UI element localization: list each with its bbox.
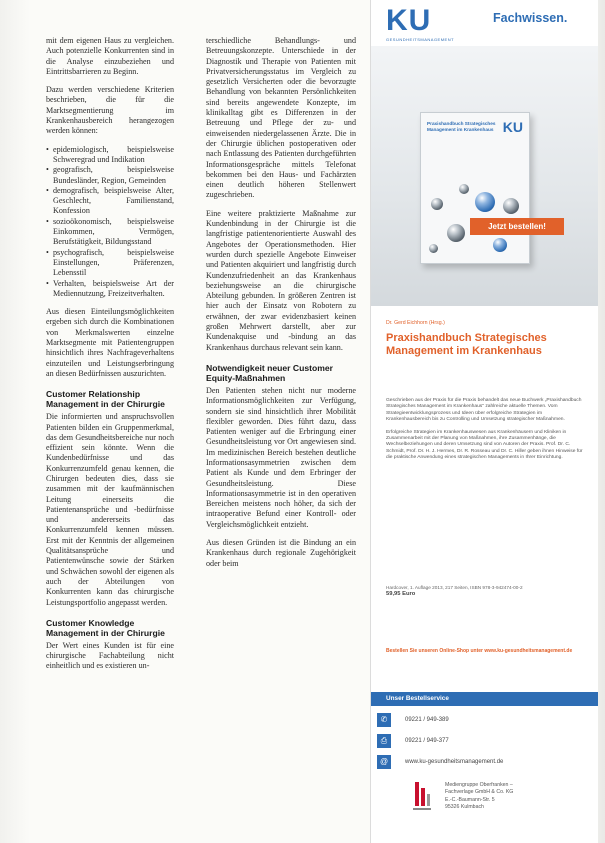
book-cover-logo: KU xyxy=(502,119,523,135)
address-line: 95326 Kulmbach xyxy=(445,804,484,811)
book-title: Praxishandbuch Strategisches Management im Krankenhaus xyxy=(386,332,547,357)
phone-number: 09221 / 949-389 xyxy=(405,717,449,723)
phone-row[interactable] xyxy=(371,713,598,727)
decor-sphere xyxy=(447,224,465,242)
paragraph: Dazu werden verschiedene Kriterien beschrieben, die für die Marktsegmentierung im Krankenhausbereich herangezogen werden können: xyxy=(46,85,174,136)
criteria-list xyxy=(46,145,174,299)
book-hero-image xyxy=(371,46,598,306)
logo-text: KU xyxy=(386,4,432,37)
address-line: Fachverlage GmbH & Co. KG xyxy=(445,789,514,796)
tagline: Fachwissen. xyxy=(493,11,568,25)
paragraph: Geschrieben aus der Praxis für die Praxis behandelt das neue Buchwerk „Praxishandbuch Strategisches Management im Krankenhaus" zahlreiche aktuelle Themen. Vom Strategieentwicklungsprozess und Ideen über erfolgreiche Strategien im Krankenhausbereich bis zu Controlling und Umsetzung strategischer Maßnahmen. xyxy=(386,398,582,423)
paragraph: Aus diesen Gründen ist die Bindung an ein Krankenhaus durch regionale Zugehörigkeit oder beim xyxy=(206,538,356,568)
decor-sphere xyxy=(459,184,469,194)
section-heading: Notwendigkeit neuer Customer Equity-Maßnahmen xyxy=(206,362,334,383)
address-line: Mediengruppe Oberfranken – xyxy=(445,782,513,788)
paragraph: Der Wert eines Kunden ist für eine chirurgische Fachabteilung nicht einheitlich und es existieren un- xyxy=(46,640,174,671)
web-row[interactable] xyxy=(371,755,598,769)
section-heading: Customer Knowledge Management in der Chirurgie xyxy=(46,617,165,638)
decor-sphere xyxy=(431,198,443,210)
paragraph: Den Patienten stehen nicht nur moderne Informationsmöglichkeiten zur Verfügung, sondern sie sind hinsichtlich ihrer Mobilität flexibler geworden. Dies führt dazu, dass Patienten weniger auf die Erbringung einer Gesundheitsleistung vor Ort angewiesen sind. Im medizinischen Bereich bestehen deutliche Informationsasymmetrien zwischen dem Patient als Kunde und dem Erbringer der Gesundheitsleistung. Diese Informationsasymmetrie ist in den operativen Bereichen meistens noch höher, da sich der intraoperative Befund einer Kontroll- oder Vergleichsmöglichkeit entzieht. xyxy=(206,385,356,529)
list-item: • demografisch, beispielsweise Alter, Geschlecht, Familienstand, Konfession xyxy=(46,186,174,217)
book-cover xyxy=(420,112,530,264)
online-shop-note[interactable]: Bestellen Sie unseren Online-Shop unter www.ku-gesundheitsmanagement.de xyxy=(386,648,573,654)
book-cover-title: Praxishandbuch Strategisches Management im Krankenhaus xyxy=(427,121,496,132)
decor-sphere xyxy=(475,192,495,212)
decor-sphere xyxy=(493,238,507,252)
fax-icon: ⎙ xyxy=(377,734,391,748)
website-url: www.ku-gesundheitsmanagement.de xyxy=(405,759,504,765)
paragraph: terschiedliche Behandlungs- und Betreuungskonzepte. Unterschiede in der Diagnostik und Therapie von Patienten mit Privatversicherungsstatus im Vergleich zu gesetzlich Versicherten oder die bevorzugte Behandlung von bekannten Persönlichkeiten sind bereits angewendete Konzepte, im klinikalltag gibt es Differenzen in der Betreuung und Pflege der zu- und einweisenden niedergelassenen Ärzte. Die in der Chirurgie üblichen postoperativen oder nach Entlassung des Patienten durchgeführten Informationsgespräche mittels Telefonat bekommen bei den Haus- und Fachärzten einen deutlich höheren Stellenwert zugeschrieben. xyxy=(206,36,356,200)
globe-icon: @ xyxy=(377,755,391,769)
list-item: • Verhalten, beispielsweise Art der Mediennutzung, Freizeitverhalten. xyxy=(46,279,174,300)
publisher-block xyxy=(371,780,598,840)
section-heading: Customer Relationship Management in der Chirurgie xyxy=(46,389,165,410)
book-meta: Hardcover, 1. Auflage 2013, 217 Seiten, ISBN 978-3-942474-00-2 xyxy=(386,585,523,590)
paragraph: mit dem eigenen Haus zu vergleichen. Auch potenzielle Konkurrenten sind in die Analyse einzubeziehen und Eintrittsbarrieren zu Beginn. xyxy=(46,36,174,76)
ku-logo[interactable] xyxy=(386,4,455,46)
book-description xyxy=(386,398,586,468)
decor-sphere xyxy=(503,198,519,214)
paragraph: Erfolgreiche Strategien im Krankenhauswesen aus Krankenhäusern und Kliniken in Zusammenarbeit mit der Planung von Maßnahmen, ihre Zusammenhänge, die Wechselbeziehungen und deren Umsetzung sind von Autoren der Praxis. Prof. Dr. C. Schmidt, Prof. Dr. H. J. Hermes, Dr. R. Rosseau und Dr. C. Hiller geben ihnen Hinweise für die praktische Anwendung eines strategischen Managements in Ihrer Einrichtung. xyxy=(386,429,583,461)
address-line: E.-C.-Baumann-Str. 5 xyxy=(445,796,495,803)
publisher-logo-icon xyxy=(413,780,431,814)
logo-subtitle: GESUNDHEITSMANAGEMENT xyxy=(386,37,455,42)
book-price: 59,95 Euro xyxy=(386,591,416,598)
order-now-button[interactable]: Jetzt bestellen! xyxy=(470,218,564,235)
list-item: • geografisch, beispielsweise Bundesländer, Region, Gemeinden xyxy=(46,165,174,186)
paragraph: Aus diesen Einteilungsmöglichkeiten ergeben sich durch die Kombinationen von Merkmalswerten einzelne Marktsegmente mit Patientengruppen hinsichtlich ihres Nachfrageverhaltens einzuteilen und Leistungserbringung an diesen Bedürfnissen auszurichten. xyxy=(46,307,174,378)
decor-sphere xyxy=(429,244,438,253)
list-item: • epidemiologisch, beispielsweise Schweregrad und Indikation xyxy=(46,145,174,166)
list-item: • psychografisch, beispielsweise Einstellungen, Präferenzen, Lebensstil xyxy=(46,248,174,279)
book-details xyxy=(386,585,586,597)
book-advertisement xyxy=(370,0,598,843)
fax-number: 09221 / 949-377 xyxy=(405,738,449,744)
publisher-address xyxy=(445,782,513,812)
fax-row[interactable] xyxy=(371,734,598,748)
order-service-header: Unser Bestellservice xyxy=(371,692,598,706)
book-author: Dr. Gerd Eichhorn (Hrsg.) xyxy=(386,320,445,326)
list-item: • sozioökonomisch, beispielsweise Einkommen, Vermögen, Berufstätigkeit, Bildungsstand xyxy=(46,217,174,248)
article-column-middle xyxy=(206,36,356,577)
phone-icon: ✆ xyxy=(377,713,391,727)
article-column-left xyxy=(46,36,174,680)
paragraph: Die informierten und anspruchsvollen Patienten bilden ein Gruppenmerkmal, das dem Gesundheitsbereiche nur noch effizient sein könnte. Wenn die Kundenbedürfnisse und das Konkurrenzumfeld genau kennen, die Chirurgen bedeuten dies, dass sie zusammen mit der kaufmännischen Leitung einerseits die Patientenansprüche und -bedürfnisse und andererseits das Konkurrenzumfeld kennen müssen. Erst mit der Kenntnis der allgemeinen Qualitätsansprüche und Patientenwünsche sowie der Stärken und Schwächen sowohl der eigenen als auch der Abteilungen von Konkurrenten kann das chirurgische Leistungsportfolio angepasst werden. xyxy=(46,412,174,607)
paragraph: Eine weitere praktizierte Maßnahme zur Kundenbindung in der Chirurgie ist die langfristige patientenorientierte Auswahl des Angebotes der Operationsmethoden. Hier wurden durch spezielle Angebote Einweiser und Patienten akquiriert und langfristig durch Kundenzufriedenheit an das Krankenhaus beziehungsweise an die chirurgische Abteilung gebunden. In größeren Zentren ist hier auch der Einsatz von Robotern zu erwähnen, der zwar evidenzbasiert keinen großen Mehrwert darstellt, aber zur Kundenakquise und -bindung an das Krankenhaus durchaus relevant sein kann. xyxy=(206,208,356,352)
